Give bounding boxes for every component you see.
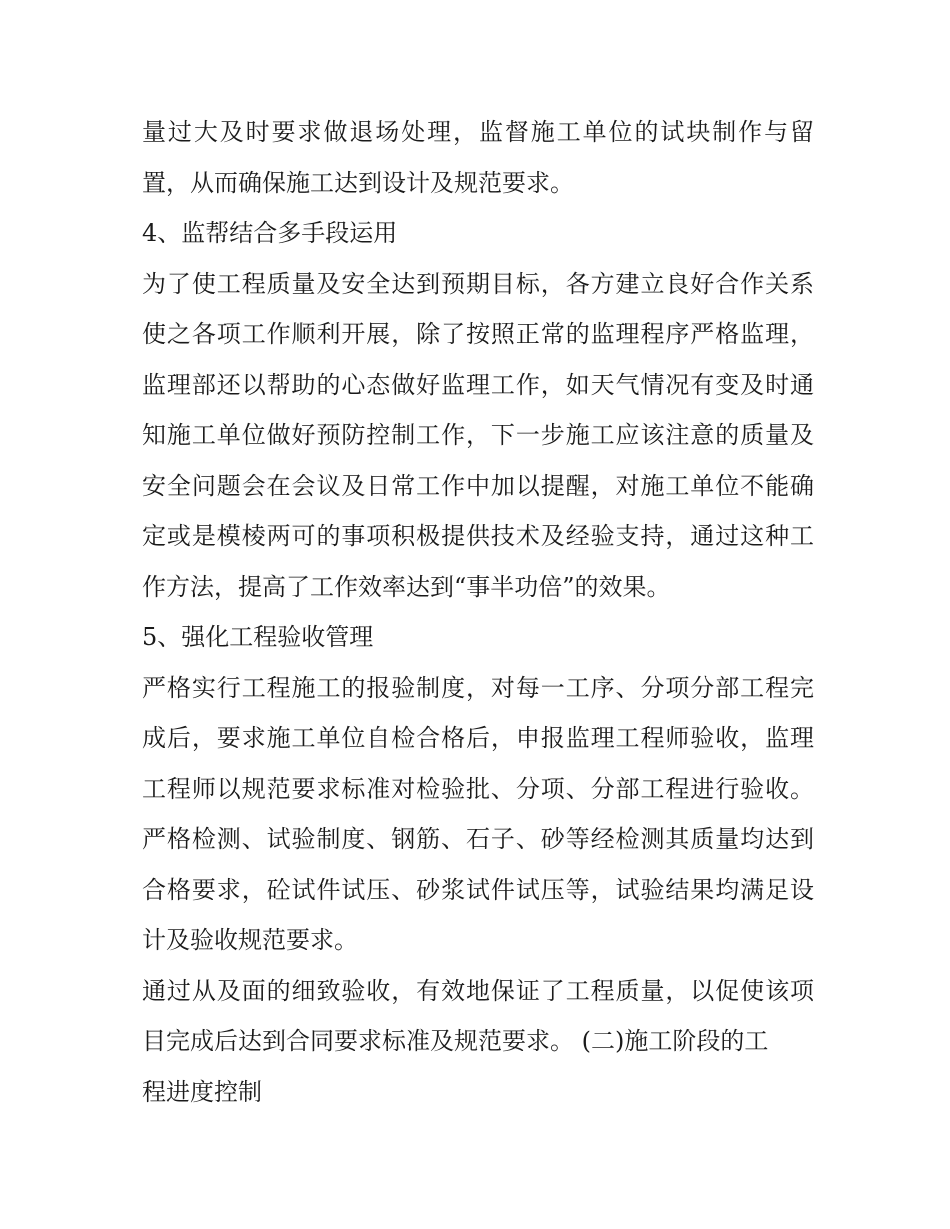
paragraph-line: 置，从而确保施工达到设计及规范要求。: [142, 168, 574, 197]
paragraph-line: 程进度控制: [142, 1077, 262, 1106]
paragraph-line: 使之各项工作顺利开展，除了按照正常的监理程序严格监理，: [142, 320, 814, 348]
paragraph-line: 计及验收规范要求。: [142, 926, 358, 954]
paragraph-line: 安全问题会在会议及日常工作中加以提醒，对施工单位不能确: [142, 471, 814, 500]
paragraph-line: 通过从及面的细致验收，有效地保证了工程质量，以促使该项: [142, 976, 814, 1005]
paragraph-line: 合格要求，砼试件试压、砂浆试件试压等，试验结果均满足设: [142, 875, 814, 904]
paragraph-line: 知施工单位做好预防控制工作，下一步施工应该注意的质量及: [142, 421, 814, 449]
paragraph-line: 目完成后达到合同要求标准及规范要求。 (二)施工阶段的工: [142, 1027, 769, 1055]
paragraph-line: 成后，要求施工单位自检合格后，申报监理工程师验收，监理: [142, 724, 814, 752]
section-heading: 4、监帮结合多手段运用: [142, 219, 398, 247]
section-heading: 5、强化工程验收管理: [142, 623, 374, 651]
paragraph-line: 量过大及时要求做退场处理，监督施工单位的试块制作与留: [142, 118, 814, 146]
document-body: [142, 107, 814, 1117]
paragraph-line: 定或是模棱两可的事项积极提供技术及经验支持，通过这种工: [142, 522, 814, 550]
paragraph-line: 作方法，提高了工作效率达到“事半功倍”的效果。: [142, 572, 671, 601]
paragraph-line: 工程师以规范要求标准对检验批、分项、分部工程进行验收。: [142, 774, 814, 803]
paragraph-line: 监理部还以帮助的心态做好监理工作，如天气情况有变及时通: [142, 370, 814, 399]
paragraph-line: 严格实行工程施工的报验制度，对每一工序、分项分部工程完: [142, 673, 814, 702]
paragraph-line: 为了使工程质量及安全达到预期目标，各方建立良好合作关系: [142, 269, 814, 298]
paragraph-line: 严格检测、试验制度、钢筋、石子、砂等经检测其质量均达到: [142, 825, 814, 853]
